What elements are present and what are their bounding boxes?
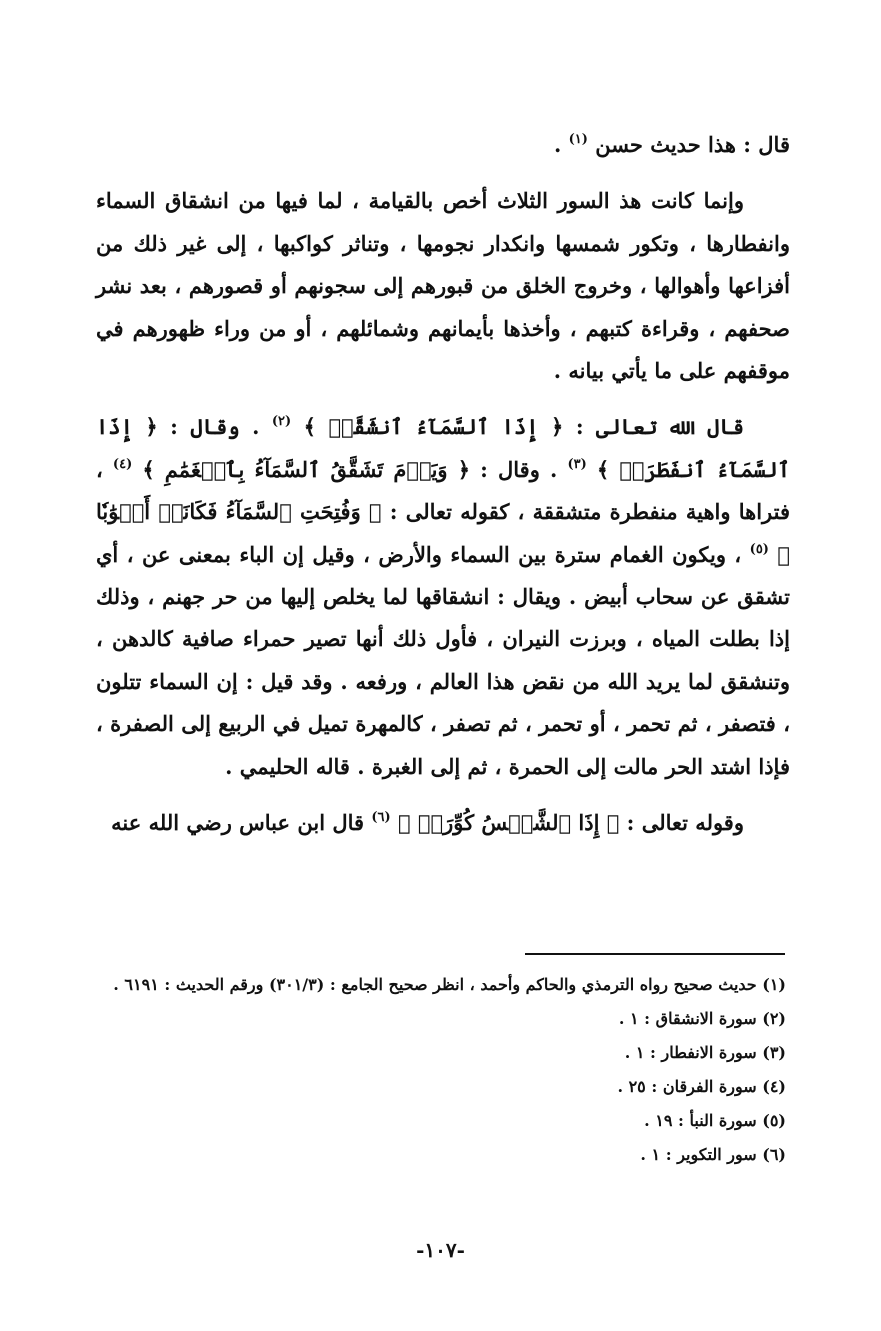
footnote-separator <box>525 953 785 955</box>
quran-verse: ﴿ إِذَا ٱلسَّمَآءُ ٱنفَطَرَتۡ ﴾ <box>96 414 791 482</box>
footnote-2: (٢) سورة الانشقاق : ١ . <box>618 1009 786 1028</box>
paragraph-text: قال ابن عباس رضي الله عنه <box>111 810 365 836</box>
paragraph-text: قال : هذا حديث حسن <box>595 132 790 157</box>
footnote-ref: (٥) <box>749 541 769 557</box>
quran-verse: ﴿ إِذَا ٱلسَّمَآءُ ٱنشَقَّتۡ ﴾ <box>303 414 564 440</box>
paragraph-tail: . <box>553 132 562 157</box>
paragraph-three-surahs <box>96 180 790 392</box>
footnote-4: (٤) سورة الفرقان : ٢٥ . <box>617 1077 786 1096</box>
paragraph-text: . وقال : <box>470 456 558 482</box>
footnote-ref: (٣) <box>567 456 587 472</box>
footnote-ref: (٢) <box>271 414 292 430</box>
footnotes <box>96 968 786 1172</box>
paragraph-text: وقوله تعالى : <box>619 810 744 836</box>
footnote-ref: (٦) <box>371 810 391 826</box>
paragraph-sun-folding <box>96 802 790 844</box>
paragraph-hadith-grade <box>96 124 790 166</box>
footnote-6: (٦) سور التكوير : ١ . <box>640 1145 786 1164</box>
quran-verse: ﴿ وَيَوۡمَ تَشَقَّقُ ٱلسَّمَآءُ بِٱلۡغَمَٰمِ ﴾ <box>142 456 470 482</box>
footnote-5: (٥) سورة النبأ : ١٩ . <box>644 1111 786 1130</box>
quran-verse: ﴿ إِذَا ٱلشَّمۡسُ كُوِّرَتۡ ﴾ <box>397 810 620 836</box>
footnote-ref: (١) <box>568 132 588 147</box>
paragraph-text: ، فتراها واهية منفطرة متشققة ، كقوله تعالى : <box>96 456 791 525</box>
paragraph-sky-splitting <box>96 406 790 788</box>
footnote-1: (١) حديث صحيح رواه الترمذي والحاكم وأحمد ، انظر صحيح الجامع : (٣٠١/٣) ورقم الحديث : ٦١٩١ . <box>113 975 786 994</box>
page-number: -١٠٧- <box>416 1238 465 1262</box>
quran-verse: ﴿ وَفُتِحَتِ ٱلسَّمَآءُ فَكَانَتۡ أَبۡوَٰبٗا ﴾ <box>96 499 791 567</box>
footnote-ref: (٤) <box>112 456 133 472</box>
paragraph-text: قال الله تعالى : <box>563 414 745 440</box>
paragraph-text: . وقال : <box>157 414 260 440</box>
main-text <box>96 124 790 845</box>
footnote-3: (٣) سورة الانفطار : ١ . <box>624 1043 786 1062</box>
paragraph-text: ، ويكون الغمام سترة بين السماء والأرض ، وقيل إن الباء بمعنى عن ، أي تشقق عن سحاب أبيض . ويقال : انشقاقها لما يخلص إليها من حر جهنم ، وذلك إذا بطلت المياه ، وبرزت النيران ، فأول ذلك أنها تصير حمراء صافية كالدهن ، وتنشقق لما يريد الله من نقض هذا العالم ، ورفعه . وقد قيل : إن السماء تتلون ، فتصفر ، ثم تحمر ، أو تحمر ، ثم تصفر ، كالمهرة تميل في الربيع إلى الصفرة ، فإذا اشتد الحر مالت إلى الحمرة ، ثم إلى الغبرة . قاله الحليمي . <box>96 541 790 779</box>
paragraph-text: وإنما كانت هذ السور الثلاث أخص بالقيامة ، لما فيها من انشقاق السماء وانفطارها ، وتكور شمسها وانكدار نجومها ، وتناثر كواكبها ، إلى غير ذلك من أفزاعها وأهوالها ، وخروج الخلق من قبورهم إلى سجونهم أو قصورهم ، بعد نشر صحفهم ، وقراءة كتبهم ، وأخذها بأيمانهم وشمائلهم ، أو من وراء ظهورهم في موقفهم على ما يأتي بيانه . <box>96 188 790 384</box>
